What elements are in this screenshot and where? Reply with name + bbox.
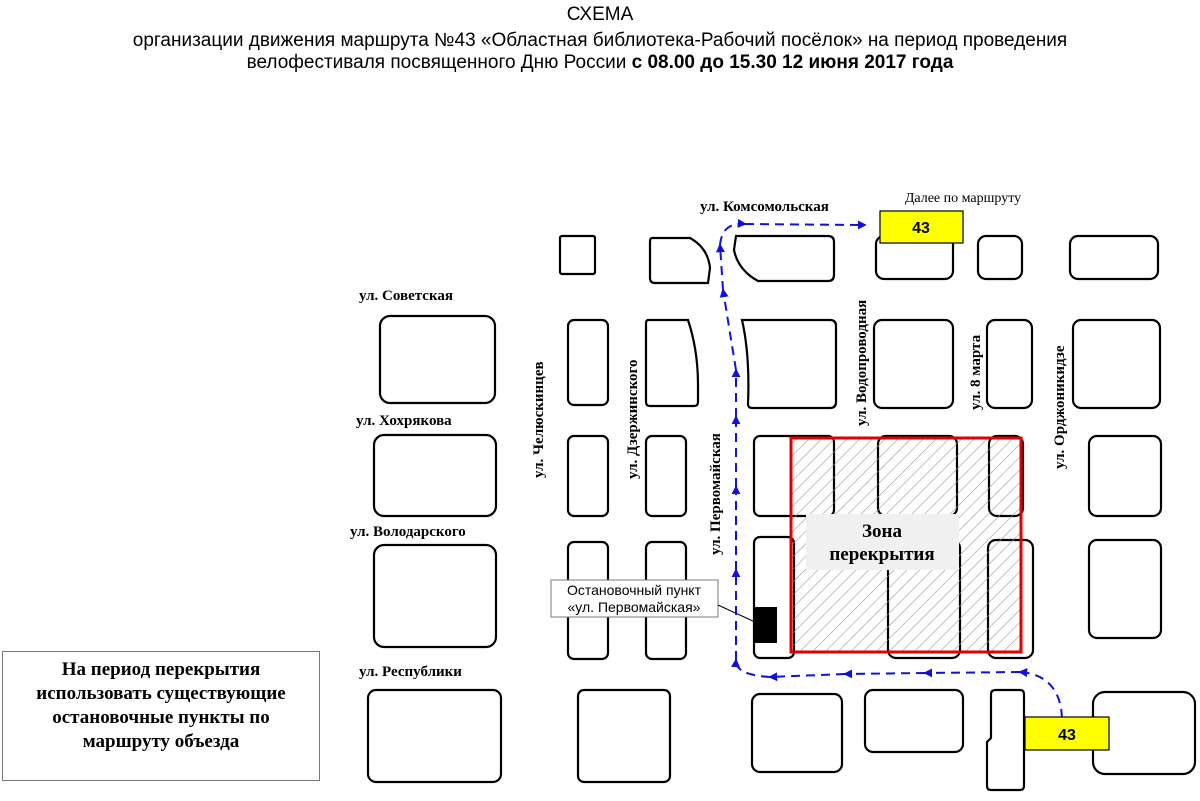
route-segment	[1020, 672, 1062, 718]
route-further-label: Далее по маршруту	[904, 191, 1022, 206]
route-segment	[736, 660, 770, 677]
city-blocks	[368, 236, 1195, 790]
city-block	[578, 690, 670, 782]
street-label-respubliki: ул. Республики	[359, 664, 462, 680]
notice-box	[2, 651, 320, 781]
notice-line: остановочные пункты по	[52, 707, 270, 728]
route-segment	[745, 224, 865, 225]
city-block	[646, 436, 686, 516]
bus-stop-label-2: «ул. Первомайская»	[567, 599, 701, 615]
route-segment	[720, 245, 723, 290]
street-label-dzerzhinskogo: ул. Дзержинского	[625, 359, 641, 479]
city-block	[568, 436, 608, 516]
route-badge-south-label: 43	[1058, 727, 1076, 744]
street-label-khokhryakova: ул. Хохрякова	[356, 413, 452, 429]
city-block	[374, 545, 496, 647]
street-label-8-marta: ул. 8 марта	[968, 334, 984, 410]
period-dates: с 08.00 до 15.30 12 июня 2017 года	[631, 52, 954, 73]
city-block	[865, 690, 963, 752]
closure-zone-label-1: Зона	[862, 521, 902, 542]
bus-stop-marker	[755, 607, 777, 643]
city-block	[368, 690, 501, 782]
street-label-volodarskogo: ул. Володарского	[350, 524, 466, 540]
city-block	[978, 236, 1022, 279]
city-block	[1089, 540, 1161, 638]
notice-line: На период перекрытия	[61, 659, 261, 680]
scheme-subtitle: организации движения маршрута №43 «Областная библиотека-Рабочий посёлок» на период проведения	[132, 30, 1068, 51]
city-block	[752, 694, 842, 772]
notice-line: маршруту объезда	[82, 731, 240, 752]
route-segment	[925, 672, 1020, 673]
city-block	[987, 320, 1032, 408]
bus-stop-label-1: Остановочный пункт	[566, 582, 702, 598]
street-label-ordzhonikidze: ул. Орджоникидзе	[1052, 345, 1068, 469]
city-block	[1070, 236, 1158, 279]
city-block	[560, 236, 595, 274]
city-block	[734, 236, 834, 281]
route-segment	[723, 290, 736, 370]
city-block	[568, 320, 608, 405]
route-segment	[845, 673, 925, 674]
street-label-sovetskaya: ул. Советская	[359, 288, 453, 304]
street-label-vodoprovodnaya: ул. Водопроводная	[854, 299, 870, 426]
city-block	[987, 690, 1024, 790]
city-block	[874, 320, 953, 408]
city-block	[742, 320, 836, 408]
city-block	[380, 316, 495, 403]
period-text: велофестиваля посвященного Дню России	[246, 52, 627, 73]
city-block	[1073, 320, 1160, 408]
route-badge-north-label: 43	[912, 220, 930, 237]
street-label-komsomolskaya: ул. Комсомольская	[700, 199, 829, 215]
street-label-pervomaiskaya: ул. Первомайская	[708, 433, 724, 555]
scheme-title: СХЕМА	[566, 4, 634, 25]
route-segment	[770, 674, 845, 677]
city-block	[374, 435, 496, 516]
closure-zone-label-2: перекрытия	[829, 544, 935, 565]
city-block	[650, 238, 710, 283]
notice-line: использовать существующие	[36, 683, 286, 704]
city-block	[646, 320, 698, 406]
street-label-chelyuskintsev: ул. Челюскинцев	[531, 361, 547, 478]
city-block	[1089, 436, 1161, 516]
